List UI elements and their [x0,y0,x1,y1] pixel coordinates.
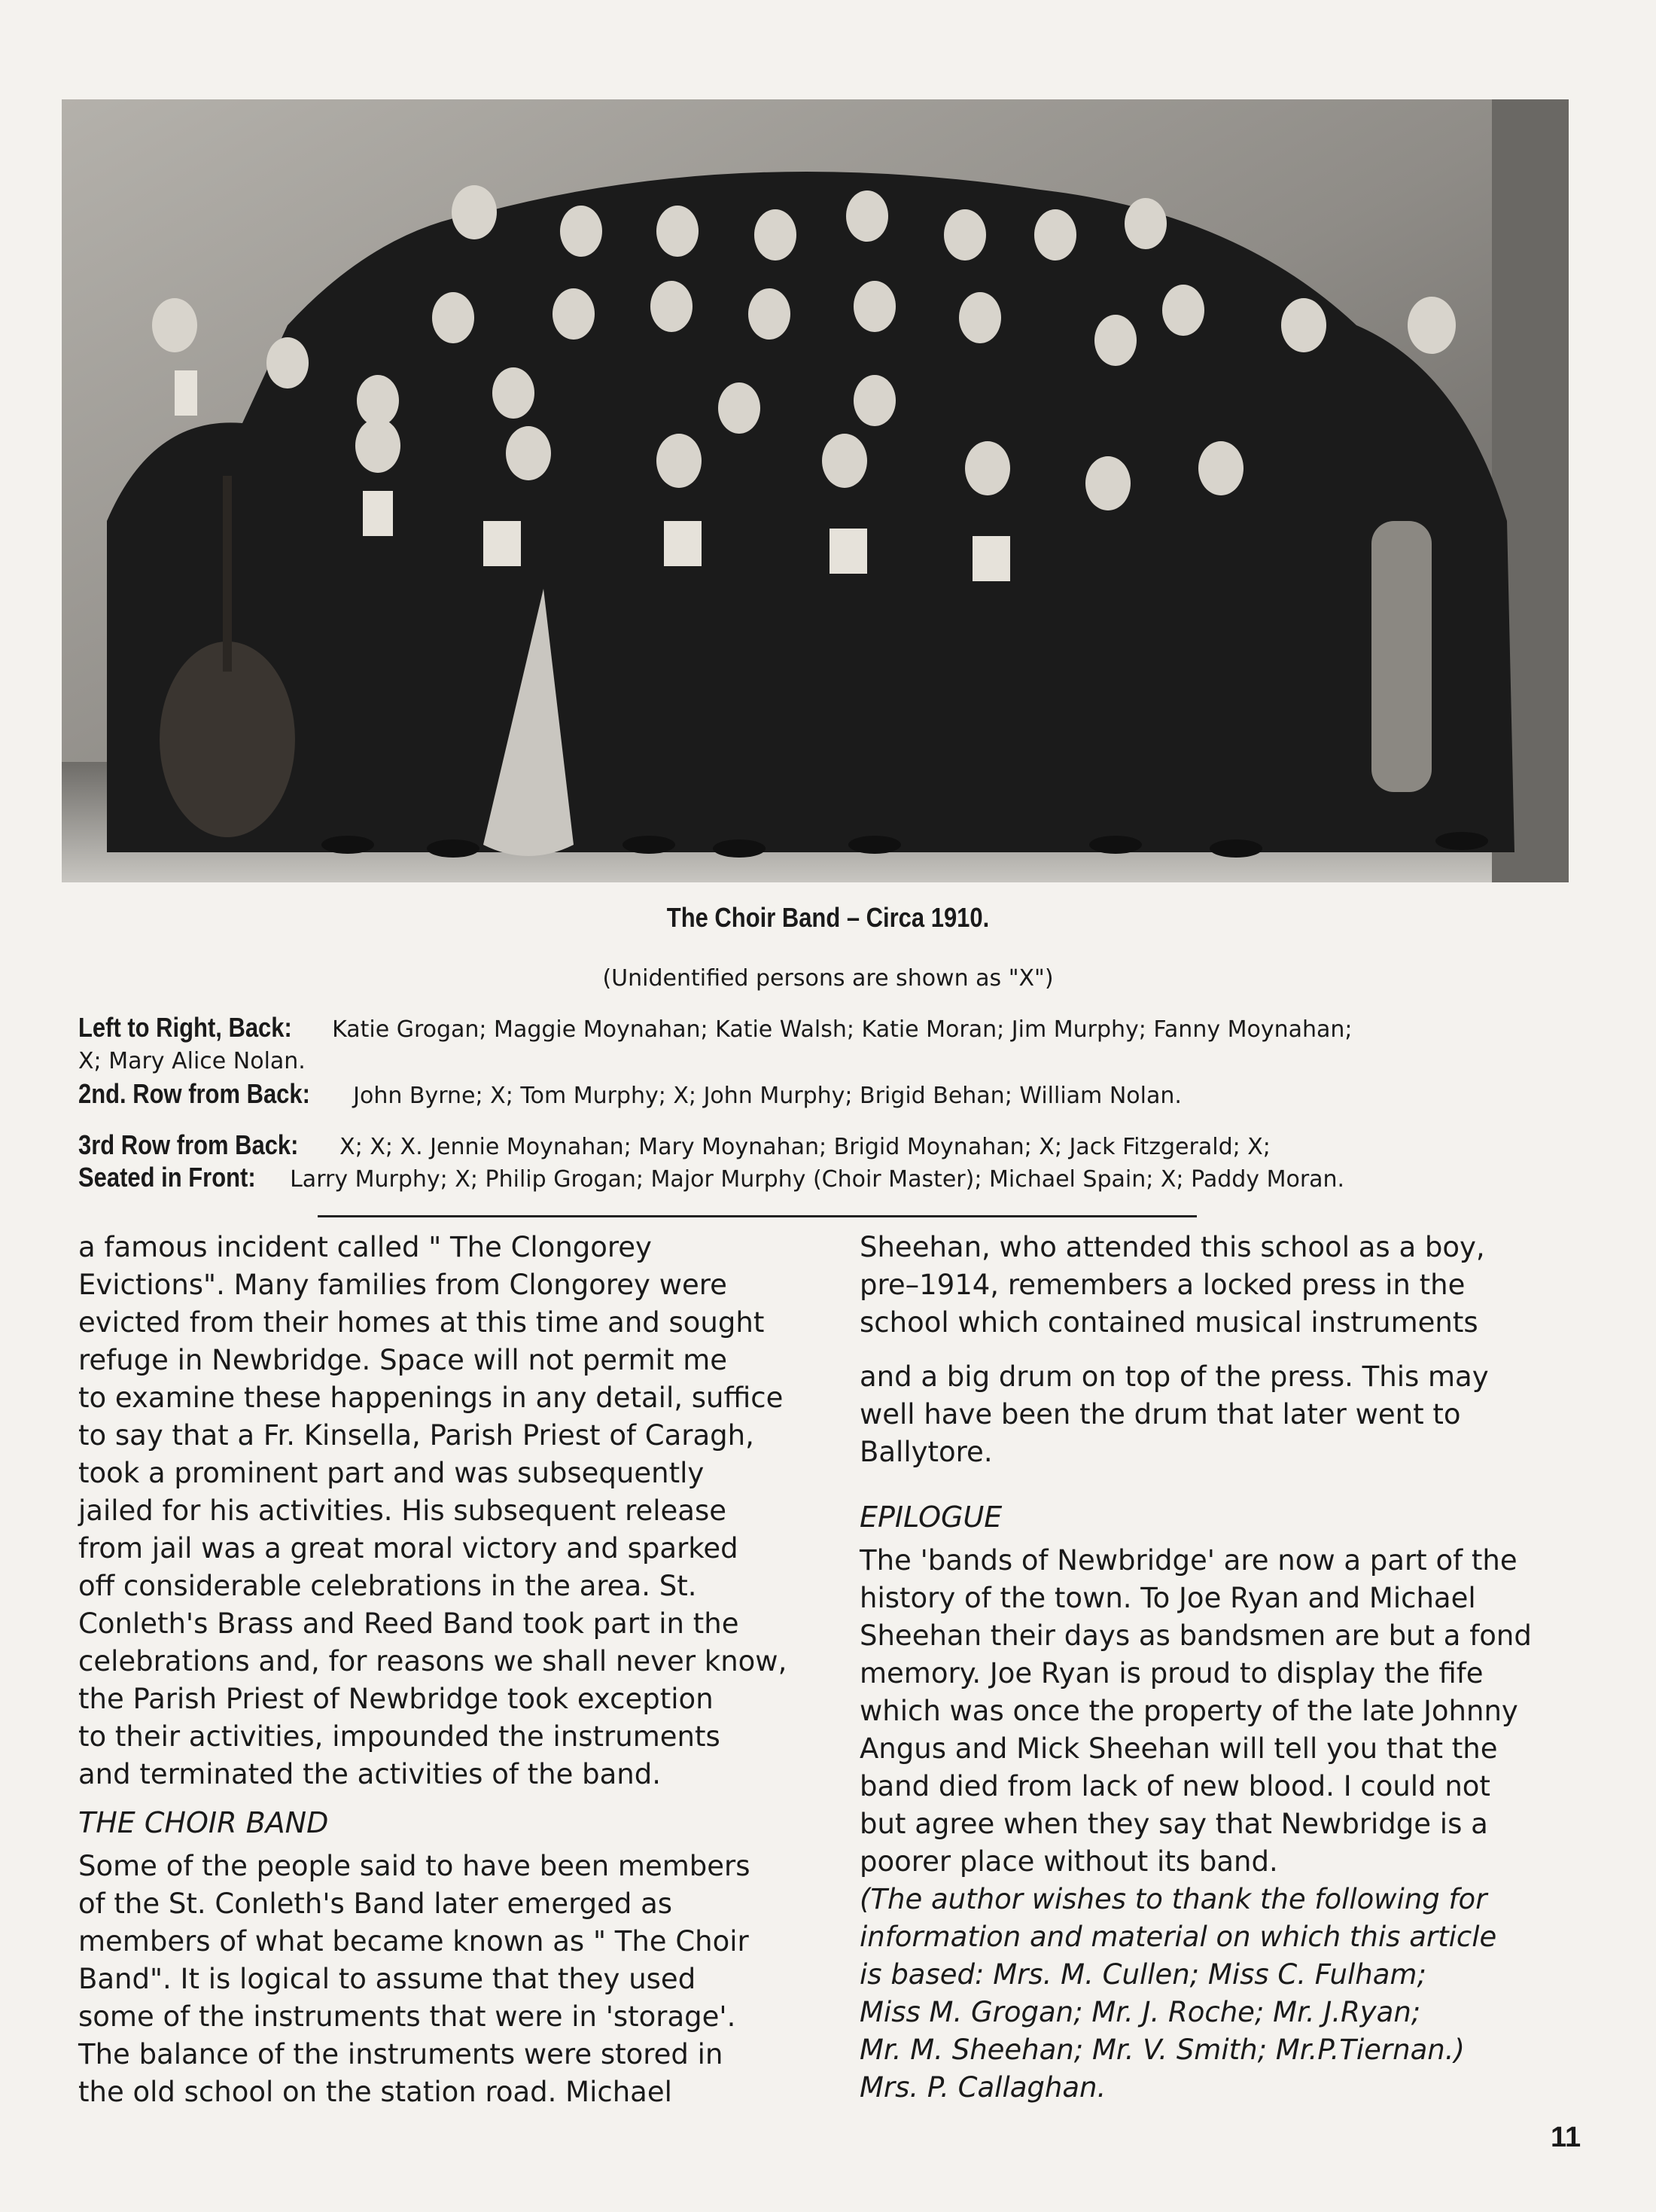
paragraph-epilogue [860,1542,1620,1881]
row-label: 3rd Row from Back: [78,1129,299,1160]
text-line: but agree when they say that Newbridge is a [860,1808,1488,1840]
text-line: took a prominent part and was subsequently [78,1457,705,1489]
text-line: Miss M. Grogan; Mr. J. Roche; Mr. J.Ryan; [860,1996,1421,2028]
photo-caption-title: The Choir Band – Circa 1910. [666,902,990,933]
names-row-second [78,1078,1591,1112]
text-line: Ballytore. [860,1436,993,1468]
text-line: a famous incident called " The Clongorey [78,1231,652,1263]
section-heading-epilogue: EPILOGUE [860,1501,1003,1534]
text-line: school which contained musical instruments [860,1306,1478,1339]
group-photo-image [62,99,1569,882]
text-line: and a big drum on top of the press. This may [860,1360,1489,1393]
row-names-continued: X; Mary Alice Nolan. [78,1048,306,1074]
paragraph-clongorey [78,1229,816,1793]
text-line: Some of the people said to have been members [78,1850,750,1882]
paragraph-sheehan [860,1229,1620,1342]
text-line: is based: Mrs. M. Cullen; Miss C. Fulham; [860,1958,1426,1991]
text-line: memory. Joe Ryan is proud to display the fife [860,1657,1484,1689]
text-line: Band". It is logical to assume that they used [78,1963,696,1995]
text-line: Angus and Mick Sheehan will tell you that the [860,1732,1498,1765]
text-line: and terminated the activities of the band. [78,1758,661,1790]
text-line: history of the town. To Joe Ryan and Michael [860,1582,1476,1614]
text-line: Conleth's Brass and Reed Band took part in the [78,1607,739,1640]
left-column [78,1229,816,2111]
right-column [860,1229,1620,2107]
text-line: refuge in Newbridge. Space will not permit me [78,1344,728,1376]
text-line: information and material on which this article [860,1921,1497,1953]
text-line: poorer place without its band. [860,1845,1278,1878]
row-names: X; X; X. Jennie Moynahan; Mary Moynahan; Brigid Moynahan; X; Jack Fitzgerald; X; [339,1134,1271,1160]
text-line: of the St. Conleth's Band later emerged as [78,1888,673,1920]
text-line: which was once the property of the late Johnny [860,1695,1518,1727]
row-names: Larry Murphy; X; Philip Grogan; Major Murphy (Choir Master); Michael Spain; X; Paddy Moran. [290,1166,1345,1193]
row-names: Katie Grogan; Maggie Moynahan; Katie Walsh; Katie Moran; Jim Murphy; Fanny Moynahan; [332,1016,1353,1043]
row-names: John Byrne; X; Tom Murphy; X; John Murphy; Brigid Behan; William Nolan. [353,1083,1182,1109]
photo-caption-subtitle: (Unidentified persons are shown as "X") [602,965,1054,992]
text-line: Mrs. P. Callaghan. [860,2071,1107,2104]
text-line: some of the instruments that were in 'storage'. [78,2000,736,2033]
acknowledgements [860,1881,1620,2107]
text-line: pre–1914, remembers a locked press in the [860,1269,1466,1301]
text-line: evicted from their homes at this time and sought [78,1306,765,1339]
text-line: Sheehan their days as bandsmen are but a fond [860,1619,1532,1652]
row-label: 2nd. Row from Back: [78,1078,310,1109]
names-row-front [78,1162,1591,1196]
text-line: to examine these happenings in any detail, suffice [78,1382,784,1414]
text-line: to say that a Fr. Kinsella, Parish Priest of Caragh, [78,1419,754,1452]
text-line: well have been the drum that later went to [860,1398,1461,1430]
text-line: the old school on the station road. Michael [78,2076,672,2108]
text-line: (The author wishes to thank the following for [860,1883,1487,1915]
paragraph-choir-band [78,1848,816,2111]
choir-band-photo [62,99,1569,882]
text-line: celebrations and, for reasons we shall never know, [78,1645,787,1677]
text-line: from jail was a great moral victory and sparked [78,1532,738,1565]
names-row-third [78,1129,1591,1163]
row-label: Seated in Front: [78,1162,256,1193]
row-label: Left to Right, Back: [78,1012,292,1043]
text-line: jailed for his activities. His subsequent release [78,1494,726,1527]
text-line: The balance of the instruments were stored in [78,2038,723,2070]
text-line: Sheehan, who attended this school as a boy, [860,1231,1485,1263]
section-heading-choir-band: THE CHOIR BAND [78,1806,329,1839]
text-line: band died from lack of new blood. I could not [860,1770,1490,1802]
text-line: The 'bands of Newbridge' are now a part of the [860,1544,1517,1577]
divider-rule [318,1215,1197,1217]
text-line: the Parish Priest of Newbridge took exception [78,1683,714,1715]
paragraph-big-drum [860,1358,1620,1471]
page-number: 11 [1551,2122,1581,2153]
text-line: off considerable celebrations in the area. St. [78,1570,697,1602]
names-row-back [78,1012,1591,1077]
text-line: Mr. M. Sheehan; Mr. V. Smith; Mr.P.Tiernan.) [860,2034,1465,2066]
text-line: Evictions". Many families from Clongorey were [78,1269,727,1301]
text-line: members of what became known as " The Choir [78,1925,749,1958]
text-line: to their activities, impounded the instruments [78,1720,720,1753]
